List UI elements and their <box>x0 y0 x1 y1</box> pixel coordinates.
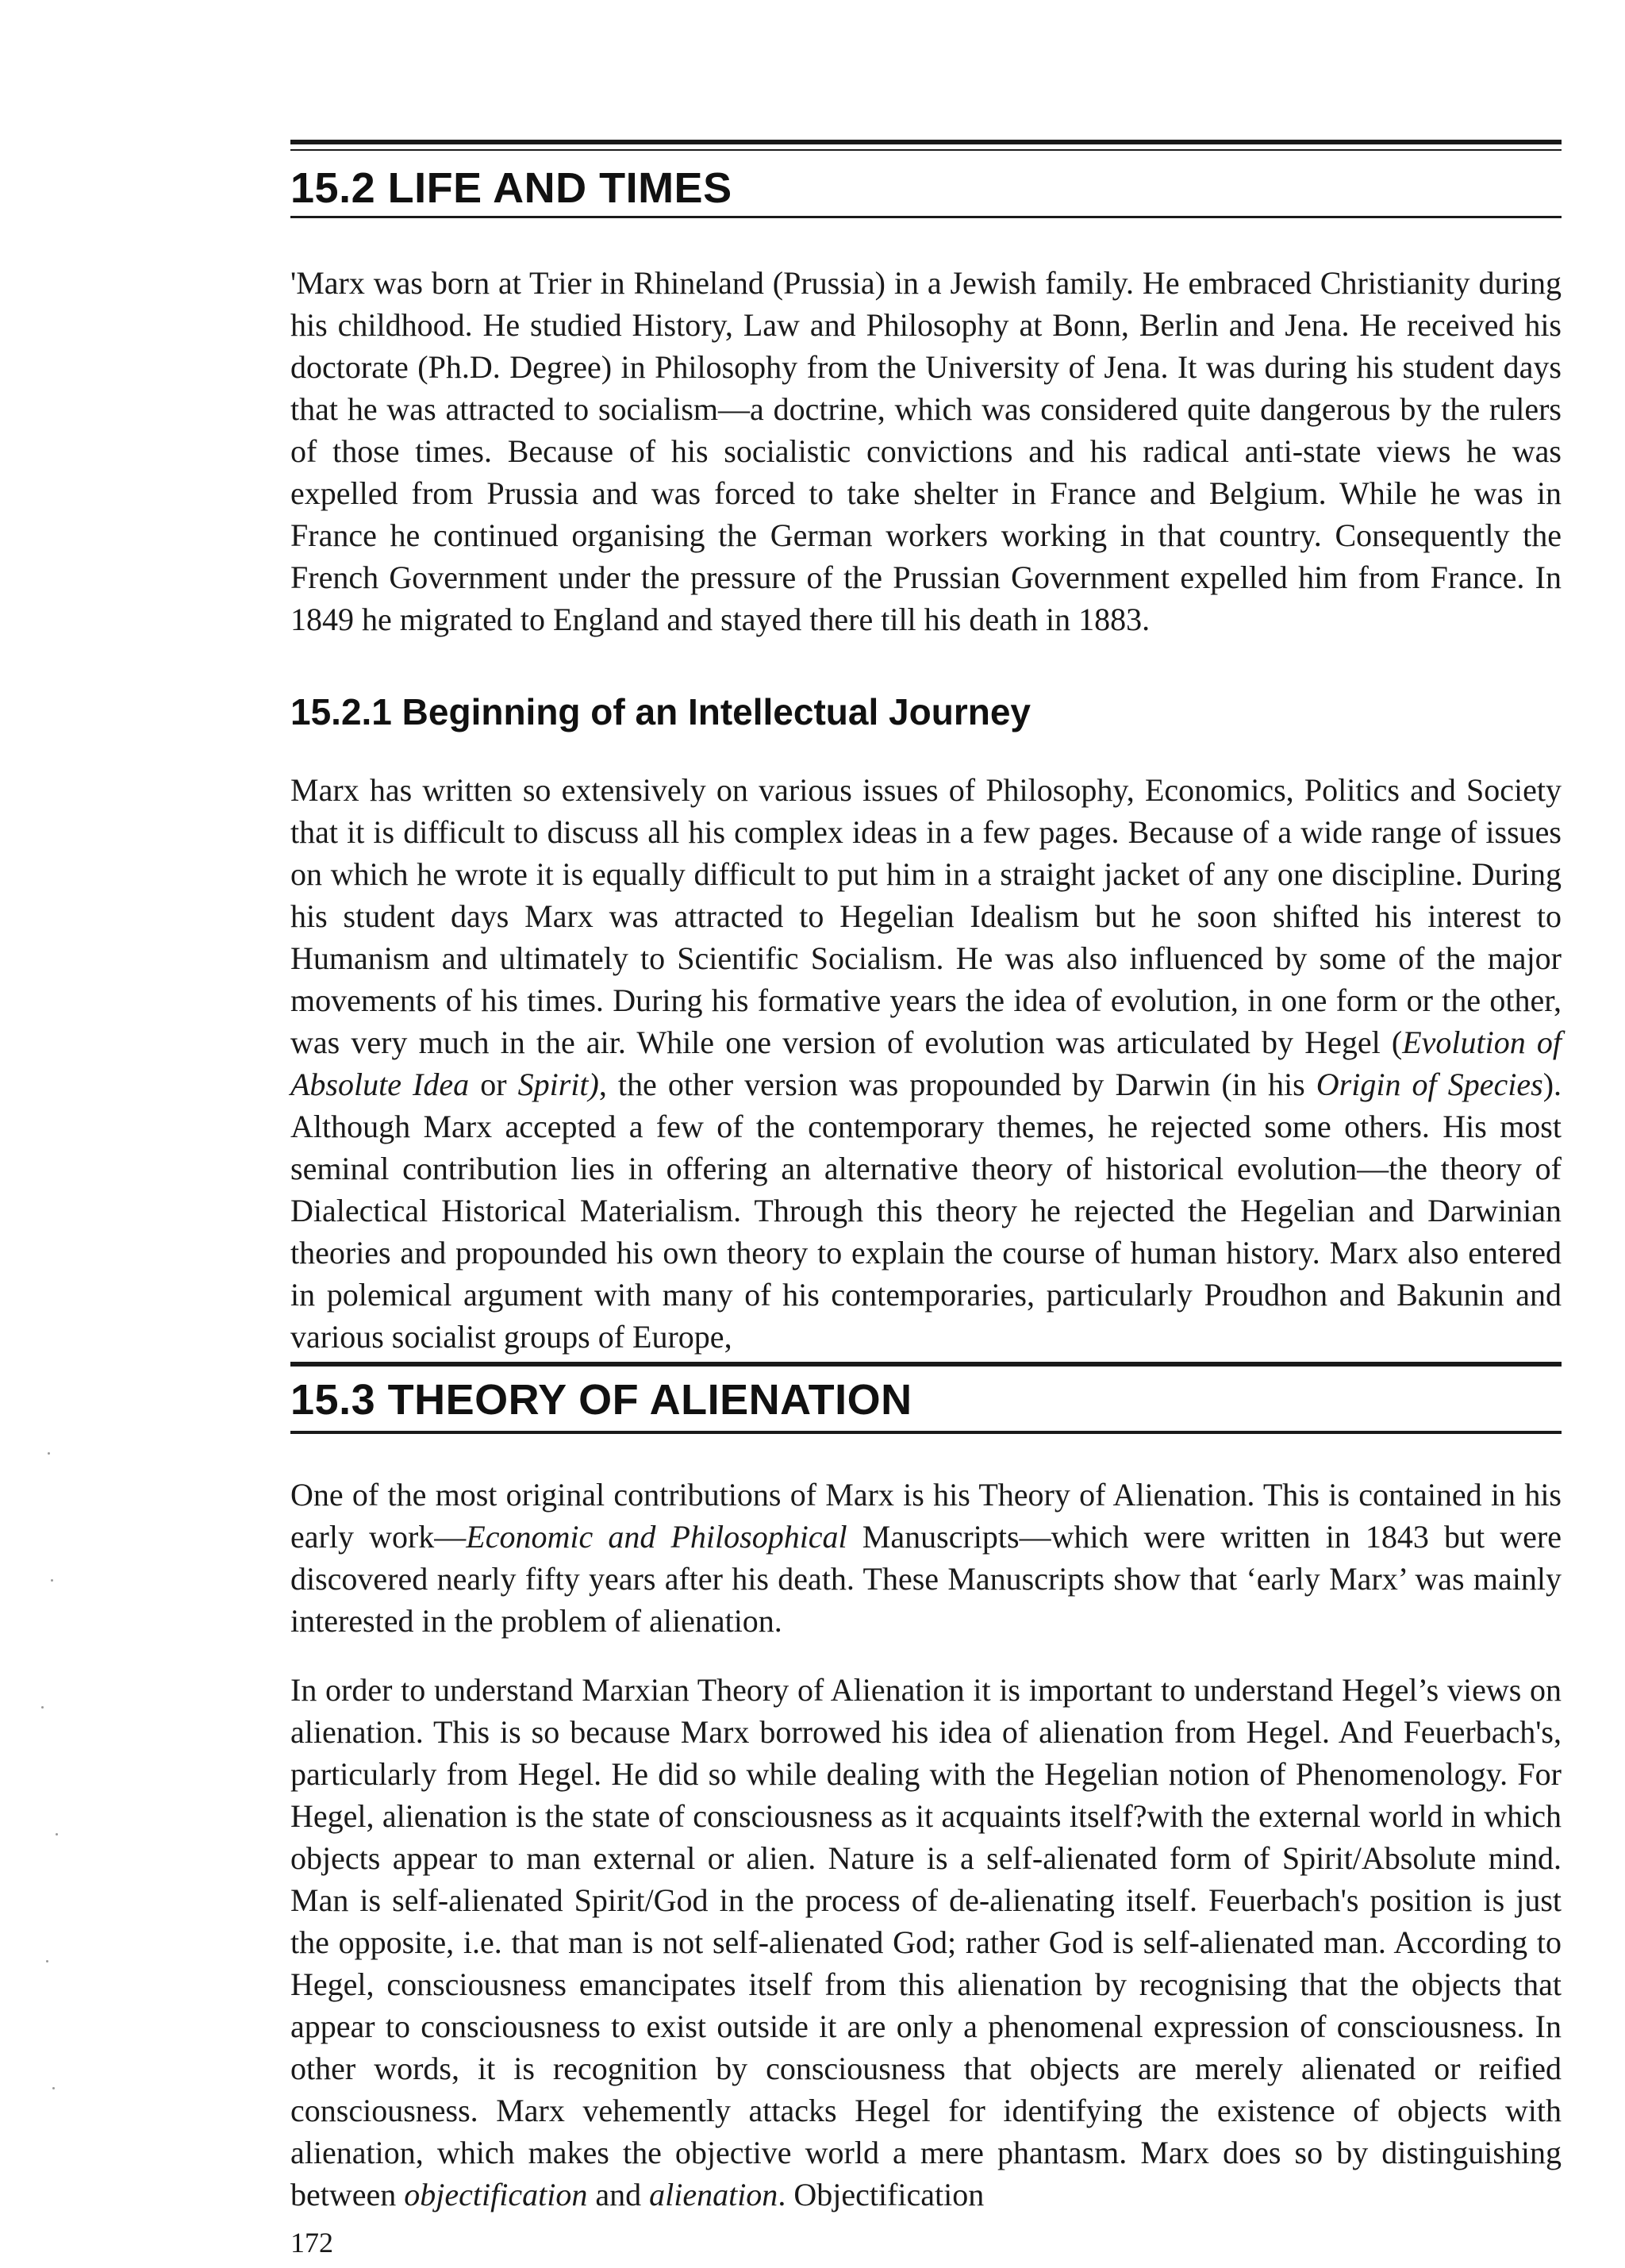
scan-speck <box>41 1706 44 1709</box>
italic-title-origin-of-species: Origin of Species <box>1316 1067 1543 1102</box>
text-run: , the other version was propounded by Darwin (in his <box>598 1067 1316 1102</box>
italic-title-manuscripts: Economic and Philosophical <box>466 1519 847 1555</box>
scan-speck <box>48 1452 50 1455</box>
heading-bottom-rule <box>290 216 1562 218</box>
italic-spirit: Spirit) <box>517 1067 599 1102</box>
scan-speck <box>56 1833 58 1836</box>
text-run: In order to understand Marxian Theory of Alienation it is important to understand Hegel’s views on alienation. This is so because Marx borrowed his idea of alienation from Hegel. And Feuerbach's, particularly from Hegel. He did so while dealing with the Hegelian notion of Phenomenology. For Hegel, alienation is the state of consciousness as it acquaints itself?with the external world in which objects appear to man external or alien. Nature is a self-alienated form of Spirit/Absolute mind. Man is self-alienated Spirit/God in the process of de-alienating itself. Feuerbach's position is just the opposite, i.e. that man is not self-alienated God; rather God is self-alienated man. According to Hegel, consciousness emancipates itself from this alienation by recognising that the objects that appear to consciousness to exist outside it are only a phenomenal expression of consciousness. In other words, it is recognition by consciousness that objects are merely alienated or reified consciousness. Marx vehemently attacks Hegel for identifying the existence of objects with alienation, which makes the objective world a mere phantasm. Marx does so by distinguishing between <box>290 1672 1562 2212</box>
text-run: One of the most original contributions of Marx is his Theory of Alienation. This is contained in his early work— <box>290 1477 1562 1555</box>
page-number: 172 <box>290 2227 333 2258</box>
paragraph-intellectual-journey <box>290 769 1562 1358</box>
scan-speck <box>46 1960 48 1962</box>
section-heading-life-and-times: 15.2 LIFE AND TIMES <box>290 164 732 212</box>
paragraph-life-and-times: 'Marx was born at Trier in Rhineland (Prussia) in a Jewish family. He embraced Christianity during his childhood. He studied History, Law and Philosophy at Bonn, Berlin and Jena. He received his doctorate (Ph.D. Degree) in Philosophy from the University of Jena. It was during his student days that he was attracted to socialism—a doctrine, which was considered quite dangerous by the rulers of those times. Because of his socialistic convictions and his radical anti-state views he was expelled from Prussia and was forced to take shelter in France and Belgium. While he was in France he continued organising the German workers working in that country. Consequently the French Government under the pressure of the Prussian Government expelled him from France. In 1849 he migrated to England and stayed there till his death in 1883. <box>290 265 1562 637</box>
text-run: Manuscripts—which were written in 1843 but were discovered nearly fifty years after his death. These Manuscripts show that ‘early Marx’ was mainly interested in the problem of alienation. <box>290 1519 1562 1639</box>
text-run: or <box>469 1067 518 1102</box>
italic-alienation: alienation <box>649 2177 778 2212</box>
text-run: and <box>587 2177 650 2212</box>
paragraph-hegel-alienation <box>290 1669 1562 2216</box>
subsection-heading-intellectual-journey: 15.2.1 Beginning of an Intellectual Journey <box>290 691 1031 732</box>
section-heading-theory-of-alienation: 15.3 THEORY OF ALIENATION <box>290 1376 912 1424</box>
heading-top-rule-thin <box>290 149 1562 151</box>
heading-top-rule-thick <box>290 140 1562 144</box>
text-run: ). Although Marx accepted a few of the contemporary themes, he rejected some others. His most seminal contribution lies in offering an alternative theory of historical evolution—the theory of Dialectical Historical Materialism. Through this theory he rejected the Hegelian and Darwinian theories and propounded his own theory to explain the course of human history. Marx also entered in polemical argument with many of his contemporaries, particularly Proudhon and Bakunin and various socialist groups of Europe, <box>290 1067 1562 1355</box>
italic-objectification: objectification <box>404 2177 588 2212</box>
scan-speck <box>51 1579 53 1582</box>
text-run: . Objectification <box>778 2177 985 2212</box>
heading-bottom-rule <box>290 1431 1562 1434</box>
text-run: Marx has written so extensively on various issues of Philosophy, Economics, Politics and Society that it is difficult to discuss all his complex ideas in a few pages. Because of a wide range of issues on which he wrote it is equally difficult to put him in a straight jacket of any one discipline. During his student days Marx was attracted to Hegelian Idealism but he soon shifted his interest to Humanism and ultimately to Scientific Socialism. He was also influenced by some of the major movements of his times. During his formative years the idea of evolution, in one form or the other, was very much in the air. While one version of evolution was articulated by Hegel ( <box>290 772 1562 1060</box>
italic-title-evolution: Evolution of Absolute Idea <box>290 1024 1562 1102</box>
paragraph-alienation-intro <box>290 1474 1562 1642</box>
heading-top-rule-thick <box>290 1362 1562 1367</box>
scan-speck <box>52 2087 55 2089</box>
